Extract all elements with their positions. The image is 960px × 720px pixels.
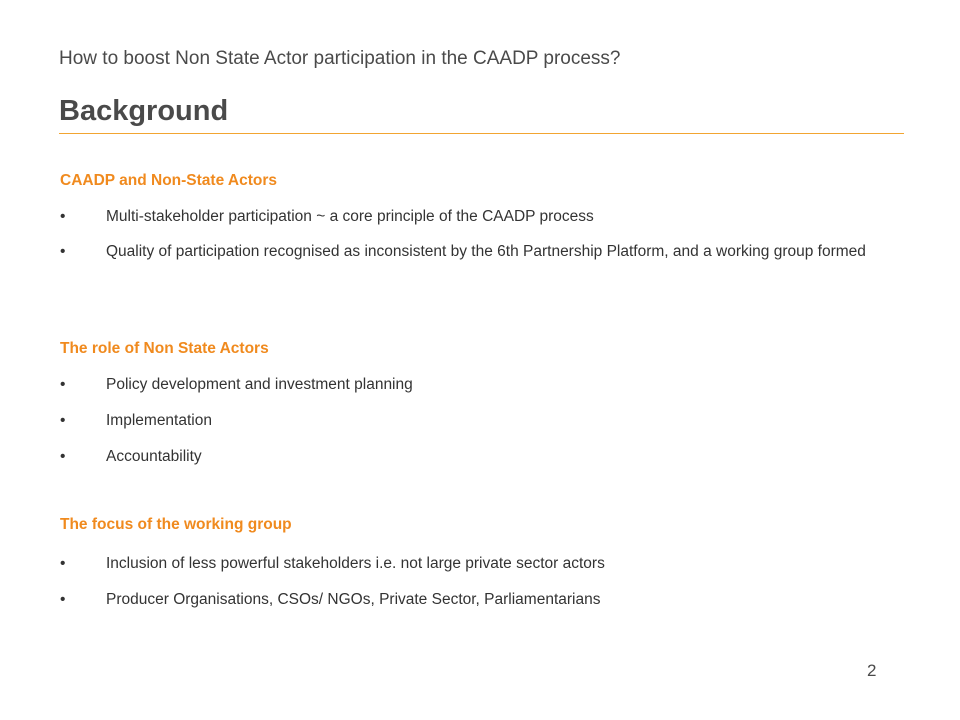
bullet-text: Inclusion of less powerful stakeholders i.e. not large private sector actors — [106, 555, 605, 572]
bullet-text: Quality of participation recognised as inconsistent by the 6th Partnership Platform, and a working group formed — [106, 243, 866, 260]
bullet-text: Policy development and investment planning — [106, 376, 413, 393]
bullet-text: Producer Organisations, CSOs/ NGOs, Private Sector, Parliamentarians — [106, 591, 601, 608]
bullet-dot: • — [60, 243, 66, 260]
bullet-item — [60, 206, 900, 228]
bullet-dot: • — [60, 448, 66, 465]
bullet-item — [60, 446, 900, 468]
title-divider — [59, 133, 904, 134]
section-heading-nsa-role: The role of Non State Actors — [60, 340, 269, 357]
bullet-dot: • — [60, 208, 66, 225]
slide-title: Background — [59, 95, 229, 127]
bullet-text: Multi-stakeholder participation ~ a core principle of the CAADP process — [106, 208, 594, 225]
bullet-dot: • — [60, 555, 66, 572]
bullet-text: Implementation — [106, 412, 212, 429]
bullet-item — [60, 410, 900, 432]
bullet-item — [60, 241, 900, 263]
bullet-item — [60, 553, 900, 575]
bullet-dot: • — [60, 412, 66, 429]
bullet-dot: • — [60, 591, 66, 608]
page-number: 2 — [867, 661, 877, 680]
bullet-item — [60, 589, 900, 611]
bullet-item — [60, 374, 900, 396]
bullet-dot: • — [60, 376, 66, 393]
section-heading-working-group-focus: The focus of the working group — [60, 516, 292, 533]
bullet-text: Accountability — [106, 448, 202, 465]
section-heading-caadp-nsa: CAADP and Non-State Actors — [60, 172, 278, 189]
slide-subtitle: How to boost Non State Actor participation in the CAADP process? — [59, 48, 621, 69]
